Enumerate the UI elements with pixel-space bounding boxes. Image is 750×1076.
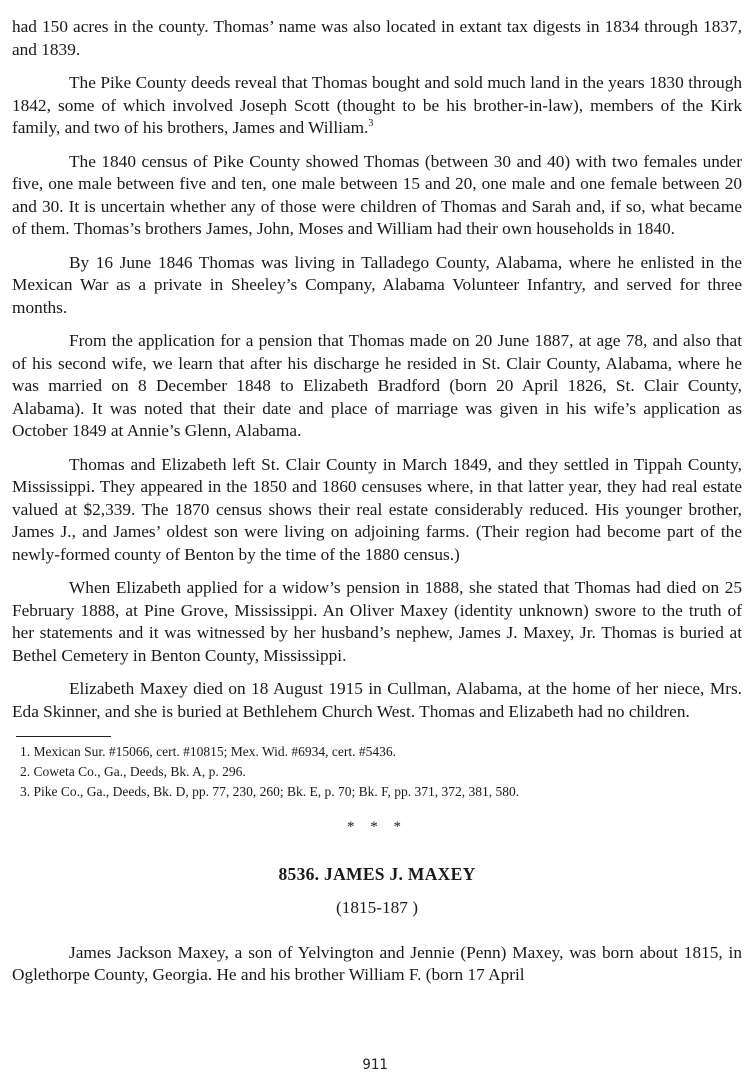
paragraph-mexican-war: By 16 June 1846 Thomas was living in Talladego County, Alabama, where he enlisted in the Mexican War as a private in Sheeley’s Company, Alabama Volunteer Infantry, and served for three months.	[12, 252, 742, 317]
section-heading: 8536. JAMES J. MAXEY	[278, 863, 476, 884]
paragraph-pension: From the application for a pension that Thomas made on 20 June 1887, at age 78, and also that of his second wife, we learn that after his discharge he resided in St. Clair County, Alabama, where he was married on 8 December 1848 to Elizabeth Bradford (born 20 April 1826, St. Clair County, Alabama). It was noted that their date and place of marriage was given in his wife’s application as October 1849 at Annie’s Glenn, Alabama.	[12, 331, 742, 440]
paragraph-mississippi: Thomas and Elizabeth left St. Clair County in March 1849, and they settled in Tippah County, Mississippi. They appeared in the 1850 and 1860 censuses where, in that latter year, they had real estate valued at $2,339. The 1870 census shows their real estate considerably reduced. His younger brother, James J., and James’ oldest son were living on adjoining farms. (Their region had become part of the newly-formed county of Benton by the time of the 1880 census.)	[12, 454, 742, 564]
section-separator: * * *	[347, 819, 407, 835]
page-number: 911	[362, 1057, 388, 1073]
paragraph-james-intro: James Jackson Maxey, a son of Yelvington and Jennie (Penn) Maxey, was born about 1815, in Oglethorpe County, Georgia. He and his brother William F. (born 17 April	[12, 942, 742, 984]
paragraph-1840-census: The 1840 census of Pike County showed Thomas (between 30 and 40) with two females under five, one male between five and ten, one male between 15 and 20, one male and one female between 20 and 30. It is uncertain whether any of those were children of Thomas and Sarah and, if so, what became of them. Thomas’s brothers James, John, Moses and William had their own households in 1840.	[12, 151, 742, 238]
paragraph-continuation: had 150 acres in the county. Thomas’ name was also located in extant tax digests in 1834 through 1837, and 1839.	[12, 17, 742, 59]
paragraph-pike-deeds-text: The Pike County deeds reveal that Thomas bought and sold much land in the years 1830 through 1842, some of which involved Joseph Scott (thought to be his brother-in-law), members of the Kirk family, and two of his brothers, James and William.	[12, 73, 742, 137]
footnote-rule	[16, 736, 111, 737]
document-page	[12, 16, 742, 998]
footnotes-list	[12, 742, 742, 802]
footnote-marker: 3	[368, 118, 374, 130]
section-dates: (1815-187 )	[335, 898, 419, 917]
paragraph-elizabeth-death: Elizabeth Maxey died on 18 August 1915 in Cullman, Alabama, at the home of her niece, Mrs. Eda Skinner, and she is buried at Bethlehem Church West. Thomas and Elizabeth had no children.	[12, 679, 742, 721]
footnote-item: 2. Coweta Co., Ga., Deeds, Bk. A, p. 296.	[20, 764, 246, 779]
footnote-item: 3. Pike Co., Ga., Deeds, Bk. D, pp. 77, 230, 260; Bk. E, p. 70; Bk. F, pp. 371, 372, 381, 580.	[20, 784, 520, 799]
footnote-item: 1. Mexican Sur. #15066, cert. #10815; Mex. Wid. #6934, cert. #5436.	[20, 744, 397, 759]
paragraph-widow-pension: When Elizabeth applied for a widow’s pension in 1888, she stated that Thomas had died on 25 February 1888, at Pine Grove, Mississippi. An Oliver Maxey (identity unknown) swore to the truth of her statements and it was witnessed by her husband’s nephew, James J. Maxey, Jr. Thomas is buried at Bethel Cemetery in Benton County, Mississippi.	[12, 578, 742, 665]
paragraph-pike-deeds	[12, 72, 742, 140]
